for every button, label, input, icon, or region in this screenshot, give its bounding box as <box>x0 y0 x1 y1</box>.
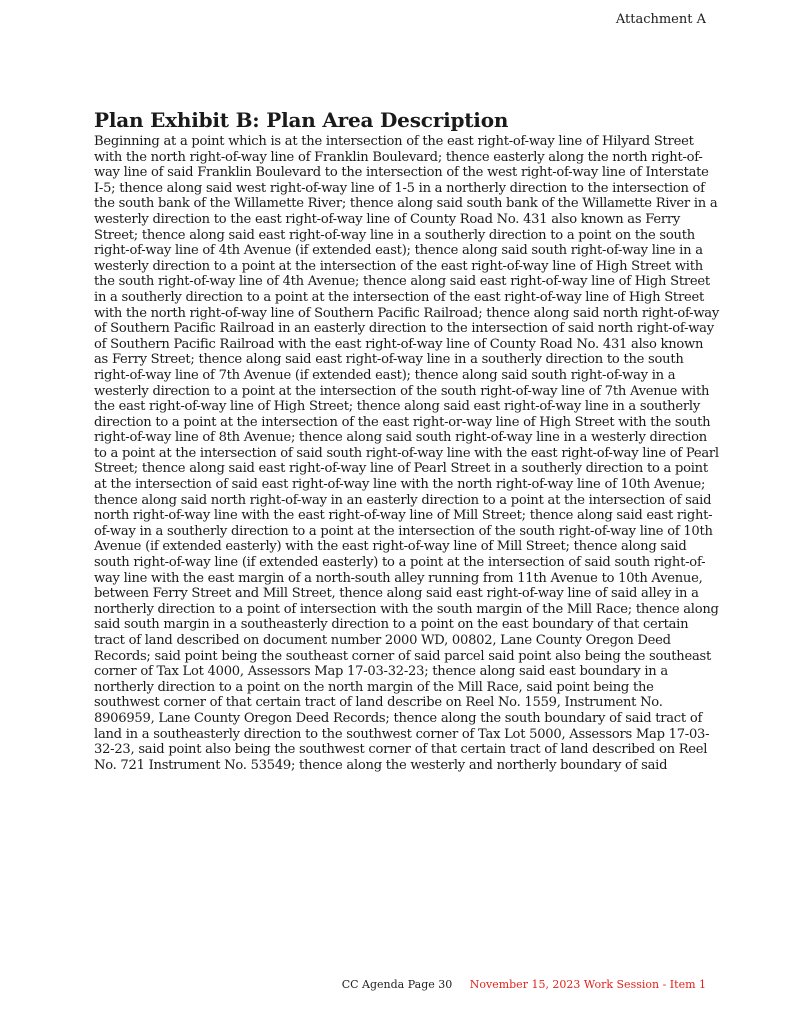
work-session-label: November 15, 2023 Work Session - Item 1 <box>469 978 706 991</box>
agenda-page-label: CC Agenda Page 30 <box>341 978 453 991</box>
page-title: Plan Exhibit B: Plan Area Description <box>94 108 509 132</box>
attachment-label: Attachment A <box>615 12 706 27</box>
plan-area-description: Beginning at a point which is at the intersection of the east right-of-way line of Hilyard Street with the north right-of-way line of Franklin Boulevard; thence easterly along the north right-of-way line of said Franklin Boulevard to the intersection of the west right-of-way line of Interstate I-5; thence along said west right-of-way line of 1-5 in a northerly direction to the intersection of the south bank of the Willamette River; thence along said south bank of the Willamette River in a westerly direction to the east right-of-way line of County Road No. 431 also known as Ferry Street; thence along said east right-of-way line in a southerly direction to a point on the south right-of-way line of 4th Avenue (if extended east); thence along said south right-of-way line in a westerly direction to a point at the intersection of the east right-of-way line of High Street with the south right-of-way line of 4th Avenue; thence along said east right-of-way line of High Street in a southerly direction to a point at the intersection of the east right-of-way line of High Street with the north right-of-way line of Southern Pacific Railroad; thence along said north right-of-way of Southern Pacific Railroad in an easterly direction to the intersection of said north right-of-way of Southern Pacific Railroad with the east right-of-way line of County Road No. 431 also known as Ferry Street; thence along said east right-of-way line in a southerly direction to the south right-of-way line of 7th Avenue (if extended east); thence along said south right-of-way in a westerly direction to a point at the intersection of the south right-of-way line of 7th Avenue with the east right-of-way line of High Street; thence along said east right-of-way line in a southerly direction to a point at the intersection of the east right-or-way line of High Street with the south right-of-way line of 8th Avenue; thence along said south right-of-way line in a westerly direction to a point at the intersection of said south right-of-way line with the east right-of-way line of Pearl Street; thence along said east right-of-way line of Pearl Street in a southerly direction to a point at the intersection of said east right-of-way line with the north right-of-way line of 10th Avenue; thence along said north right-of-way in an easterly direction to a point at the intersection of said north right-of-way line with the east right-of-way line of Mill Street; thence along said east right-of-way in a southerly direction to a point at the intersection of the south right-of-way line of 10th Avenue (if extended easterly) with the east right-of-way line of Mill Street; thence along said south right-of-way line (if extended easterly) to a point at the intersection of said south right-of-way line with the east margin of a north-south alley running from 11th Avenue to 10th Avenue, between Ferry Street and Mill Street, thence along said east right-of-way line of said alley in a northerly direction to a point of intersection with the south margin of the Mill Race; thence along said south margin in a southeasterly direction to a point on the east boundary of that certain tract of land described on document number 2000 WD, 00802, Lane County Oregon Deed Records; said point being the southeast corner of said parcel said point also being the southeast corner of Tax Lot 4000, Assessors Map 17-03-32-23; thence along said east boundary in a northerly direction to a point on the north margin of the Mill Race, said point being the southwest corner of that certain tract of land describe on Reel No. 1559, Instrument No. 8906959, Lane County Oregon Deed Records; thence along the south boundary of said tract of land in a southeasterly direction to the southwest corner of Tax Lot 5000, Assessors Map 17-03-32-23, said point also being the southwest corner of that certain tract of land described on Reel No. 721 Instrument No. 53549; thence along the westerly and northerly boundary of said <box>94 134 719 773</box>
page-footer <box>342 978 706 992</box>
